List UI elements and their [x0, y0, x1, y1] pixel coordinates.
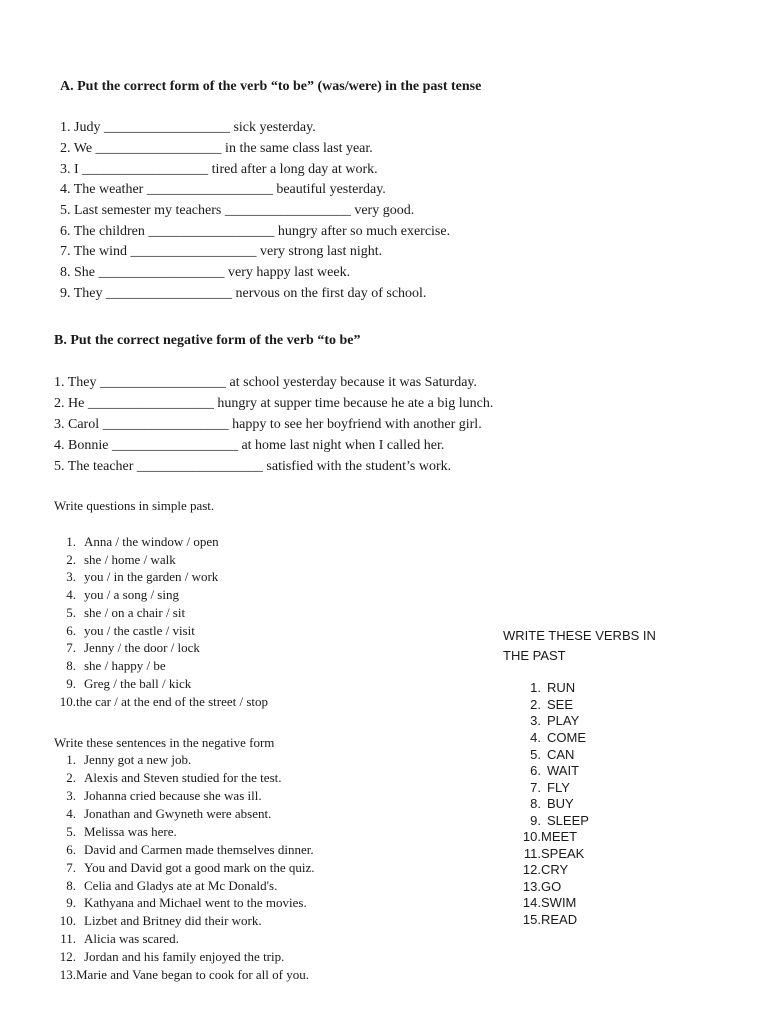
- negative-number: 7.: [66, 860, 76, 875]
- verb-item: [503, 796, 574, 811]
- negative-text: Marie and Vane began to cook for all of you.: [76, 967, 309, 982]
- negative-item: [54, 824, 177, 840]
- section-a-item: 9. They __________________ nervous on the first day of school.: [60, 286, 427, 301]
- negative-item: [54, 949, 284, 965]
- verb-text: PLAY: [547, 713, 580, 728]
- verb-text: RUN: [547, 680, 576, 695]
- negative-number: 2.: [66, 770, 76, 785]
- negative-item: [54, 752, 191, 768]
- question-number: 3.: [66, 569, 76, 584]
- section-a-item: 6. The children __________________ hungry after so much exercise.: [60, 224, 451, 239]
- negative-item: [54, 931, 179, 947]
- question-number: 4.: [66, 587, 76, 602]
- question-text: the car / at the end of the street / stop: [76, 694, 269, 709]
- verb-item: [503, 829, 577, 844]
- negative-number: 3.: [66, 788, 76, 803]
- verb-number: 6.: [530, 763, 541, 778]
- section-b-item: 1. They __________________ at school yesterday because it was Saturday.: [54, 375, 478, 390]
- negative-item: [54, 895, 307, 911]
- verb-number: 1.: [530, 680, 541, 695]
- verb-number: 11.: [523, 846, 541, 861]
- verb-text: MEET: [541, 829, 578, 844]
- question-item: [54, 676, 191, 692]
- verb-number: 12.: [522, 862, 541, 877]
- negative-text: Jordan and his family enjoyed the trip.: [84, 949, 285, 964]
- question-text: you / a song / sing: [84, 587, 179, 602]
- verb-item: [503, 697, 573, 712]
- question-text: Jenny / the door / lock: [84, 640, 200, 655]
- verb-item: [503, 846, 584, 861]
- section-a-item: 8. She __________________ very happy last week.: [60, 265, 351, 280]
- negative-text: Melissa was here.: [84, 824, 177, 839]
- section-b-item: 5. The teacher __________________ satisfied with the student’s work.: [54, 459, 452, 474]
- question-number: 10.: [59, 694, 76, 709]
- verb-number: 3.: [530, 713, 541, 728]
- section-b-item: 4. Bonnie __________________ at home last night when I called her.: [54, 438, 445, 453]
- section-a-item: 4. The weather __________________ beautiful yesterday.: [60, 182, 386, 197]
- verb-item: [503, 780, 570, 795]
- verb-number: 9.: [530, 813, 541, 828]
- question-item: [54, 552, 176, 568]
- question-number: 7.: [66, 640, 76, 655]
- question-number: 9.: [66, 676, 76, 691]
- negative-item: [54, 913, 262, 929]
- question-text: you / the castle / visit: [84, 623, 195, 638]
- section-a-item: 3. I __________________ tired after a long day at work.: [60, 162, 378, 177]
- question-text: you / in the garden / work: [84, 569, 219, 584]
- negative-item: [54, 967, 309, 983]
- question-text: she / happy / be: [84, 658, 166, 673]
- verb-item: [503, 813, 589, 828]
- question-item: [54, 605, 185, 621]
- negative-text: Lizbet and Britney did their work.: [84, 913, 262, 928]
- negative-number: 6.: [66, 842, 76, 857]
- negative-heading: Write these sentences in the negative form: [54, 735, 275, 750]
- negative-text: Jonathan and Gwyneth were absent.: [84, 806, 272, 821]
- verb-text: FLY: [547, 780, 570, 795]
- verb-item: [503, 895, 576, 910]
- verb-item: [503, 713, 579, 728]
- section-b-item: 3. Carol __________________ happy to see her boyfriend with another girl.: [54, 417, 482, 432]
- negative-text: You and David got a good mark on the quiz.: [84, 860, 315, 875]
- verb-item: [503, 879, 561, 894]
- verb-item: [503, 763, 579, 778]
- verb-text: CRY: [541, 862, 569, 877]
- negative-text: Alexis and Steven studied for the test.: [84, 770, 282, 785]
- verbs-heading-line2: THE PAST: [503, 648, 566, 663]
- question-item: [54, 569, 218, 585]
- verb-text: WAIT: [547, 763, 580, 778]
- verb-text: CAN: [547, 747, 575, 762]
- question-item: [54, 534, 219, 550]
- verb-item: [503, 747, 574, 762]
- negative-item: [54, 806, 271, 822]
- verb-item: [503, 680, 575, 695]
- negative-text: Celia and Gladys ate at Mc Donald's.: [84, 878, 278, 893]
- negative-text: Johanna cried because she was ill.: [84, 788, 262, 803]
- negative-number: 8.: [66, 878, 76, 893]
- verb-item: [503, 730, 586, 745]
- question-item: [54, 658, 166, 674]
- negative-number: 11.: [60, 931, 76, 946]
- verb-number: 2.: [530, 697, 541, 712]
- negative-item: [54, 770, 282, 786]
- negative-item: [54, 878, 277, 894]
- negative-number: 5.: [66, 824, 76, 839]
- question-item: [54, 623, 195, 639]
- verb-number: 15.: [522, 912, 541, 927]
- verb-text: SEE: [547, 697, 574, 712]
- question-number: 6.: [66, 623, 76, 638]
- negative-text: David and Carmen made themselves dinner.: [84, 842, 314, 857]
- question-number: 2.: [66, 552, 76, 567]
- question-number: 8.: [66, 658, 76, 673]
- verb-item: [503, 862, 568, 877]
- verb-text: SPEAK: [541, 846, 585, 861]
- section-b-heading: B. Put the correct negative form of the verb “to be”: [54, 333, 361, 348]
- section-a-item: 2. We __________________ in the same class last year.: [60, 141, 373, 156]
- verb-number: 13.: [522, 879, 541, 894]
- negative-item: [54, 788, 262, 804]
- section-a-item: 1. Judy __________________ sick yesterday.: [60, 120, 316, 135]
- question-number: 5.: [66, 605, 76, 620]
- negative-number: 9.: [66, 895, 76, 910]
- verb-text: GO: [541, 879, 562, 894]
- negative-number: 12.: [59, 949, 76, 964]
- verb-text: BUY: [547, 796, 574, 811]
- negative-text: Kathyana and Michael went to the movies.: [84, 895, 307, 910]
- question-item: [54, 587, 179, 603]
- section-b-item: 2. He __________________ hungry at supper time because he ate a big lunch.: [54, 396, 494, 411]
- negative-text: Jenny got a new job.: [84, 752, 192, 767]
- section-a-item: 5. Last semester my teachers __________________ very good.: [60, 203, 415, 218]
- question-text: she / on a chair / sit: [84, 605, 186, 620]
- verb-number: 5.: [530, 747, 541, 762]
- negative-number: 10.: [59, 913, 76, 928]
- question-number: 1.: [66, 534, 76, 549]
- negative-item: [54, 860, 314, 876]
- verb-text: SLEEP: [547, 813, 589, 828]
- verb-number: 4.: [530, 730, 541, 745]
- verb-text: COME: [547, 730, 586, 745]
- verb-text: READ: [541, 912, 578, 927]
- negative-number: 1.: [66, 752, 76, 767]
- question-text: Greg / the ball / kick: [84, 676, 192, 691]
- verb-text: SWIM: [541, 895, 577, 910]
- negative-number: 13.: [59, 967, 76, 982]
- questions-heading: Write questions in simple past.: [54, 498, 215, 513]
- section-a-item: 7. The wind __________________ very strong last night.: [60, 244, 383, 259]
- negative-text: Alicia was scared.: [84, 931, 179, 946]
- negative-number: 4.: [66, 806, 76, 821]
- question-text: Anna / the window / open: [84, 534, 219, 549]
- section-a-heading: A. Put the correct form of the verb “to be” (was/were) in the past tense: [60, 79, 482, 94]
- verb-number: 8.: [530, 796, 541, 811]
- verbs-heading-line1: WRITE THESE VERBS IN: [503, 628, 656, 643]
- verb-item: [503, 912, 577, 927]
- question-item: [54, 694, 268, 710]
- question-item: [54, 640, 200, 656]
- verb-number: 10.: [522, 829, 541, 844]
- verb-number: 7.: [530, 780, 541, 795]
- negative-item: [54, 842, 314, 858]
- question-text: she / home / walk: [84, 552, 176, 567]
- verb-number: 14.: [522, 895, 541, 910]
